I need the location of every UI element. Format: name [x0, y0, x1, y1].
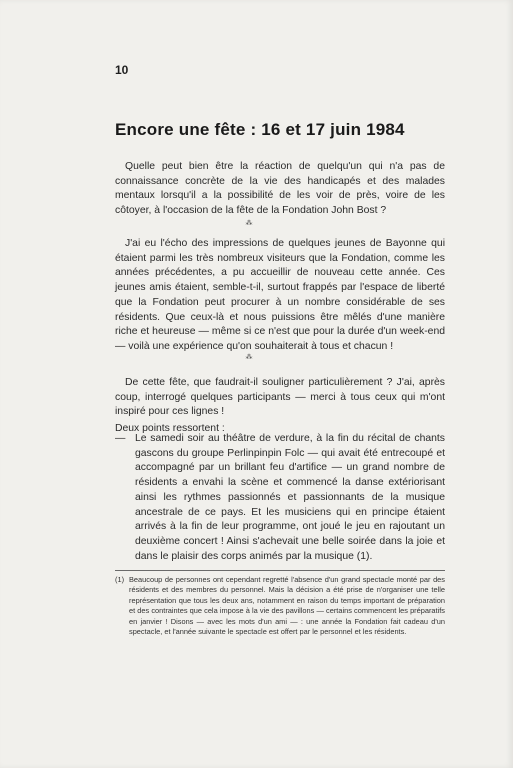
footnote-marker: (1) — [115, 575, 125, 584]
page-number: 10 — [115, 63, 129, 77]
paragraph-intro — [115, 160, 445, 219]
paragraph-1: Quelle peut bien être la réaction de quelqu'un qui n'a pas de connaissance concrète de la vie des handicapés et des malades mentaux lorsqu'il a la possibilité de les voir de près, voire de les côtoyer, à l'occasion de la fête de la Fondation John Bost ? — [115, 161, 445, 217]
list-dash: — — [115, 433, 126, 444]
points-list — [115, 432, 445, 564]
list-item-text: Le samedi soir au théâtre de verdure, à la fin du récital de chants gascons du groupe Perlinpinpin Folc — qui avait été entrecoupé et accompagné par un brillant feu d'artifice — un grand nombre de résidents a envahi la scène et commencé la danse extériorisant ainsi les rythmes passionnés et passionnants de la musique ancestrale de ce pays. Et les musiciens qui en principe étaient arrivés à la fin de leur programme, ont joué le jeu en rajoutant un deuxième concert ! Ainsi s'achevait une belle soirée dans la joie et dans le plaisir des corps animés par la musique (1). — [135, 433, 445, 562]
section-divider: ⁂ — [245, 220, 253, 227]
footnote — [115, 575, 445, 637]
footnote-rule — [115, 570, 445, 571]
paragraph-3: De cette fête, que faudrait-il souligner particulièrement ? J'ai, après coup, interrogé quelques participants — merci à tous ceux qui m'ont inspiré pour ces lignes ! — [115, 377, 445, 418]
paragraph-4: Deux points ressortent : — [115, 423, 225, 435]
article-title: Encore une fête : 16 et 17 juin 1984 — [115, 120, 405, 139]
list-item — [115, 432, 445, 564]
paragraph-highlights — [115, 376, 445, 437]
section-divider: ⁂ — [245, 354, 253, 361]
footnote-text: Beaucoup de personnes ont cependant regretté l'absence d'un grand spectacle monté par des résidents et des membres du personnel. Mais la décision a été prise de n'organiser une telle représentation que tous les deux ans, notamment en raison du temps important de préparation et des contraintes que cela impose à la vie des pavillons — certains commencent les préparatifs en janvier ! Disons — avec les mots d'un ami — : une année la Fondation fait cadeau d'un spectacle, et l'année suivante le spectacle est offert par le personnel et les résidents. — [129, 575, 445, 637]
paragraph-2: J'ai eu l'écho des impressions de quelques jeunes de Bayonne qui étaient parmi les très nombreux visiteurs que la Fondation, comme les années précédentes, a pu accueillir de nouveau cette année. Ces jeunes amis étaient, semble-t-il, surtout frappés par l'espace de liberté que la Fondation peut procurer à un nombre considérable de ses résidents. Que ceux-là et nous puissions être mêlés d'une manière riche et heureuse — même si ce n'est que pour la durée d'un week-end — voilà une expérience qu'on souhaiterait à tous et chacun ! — [115, 238, 445, 352]
paragraph-impressions — [115, 237, 445, 355]
